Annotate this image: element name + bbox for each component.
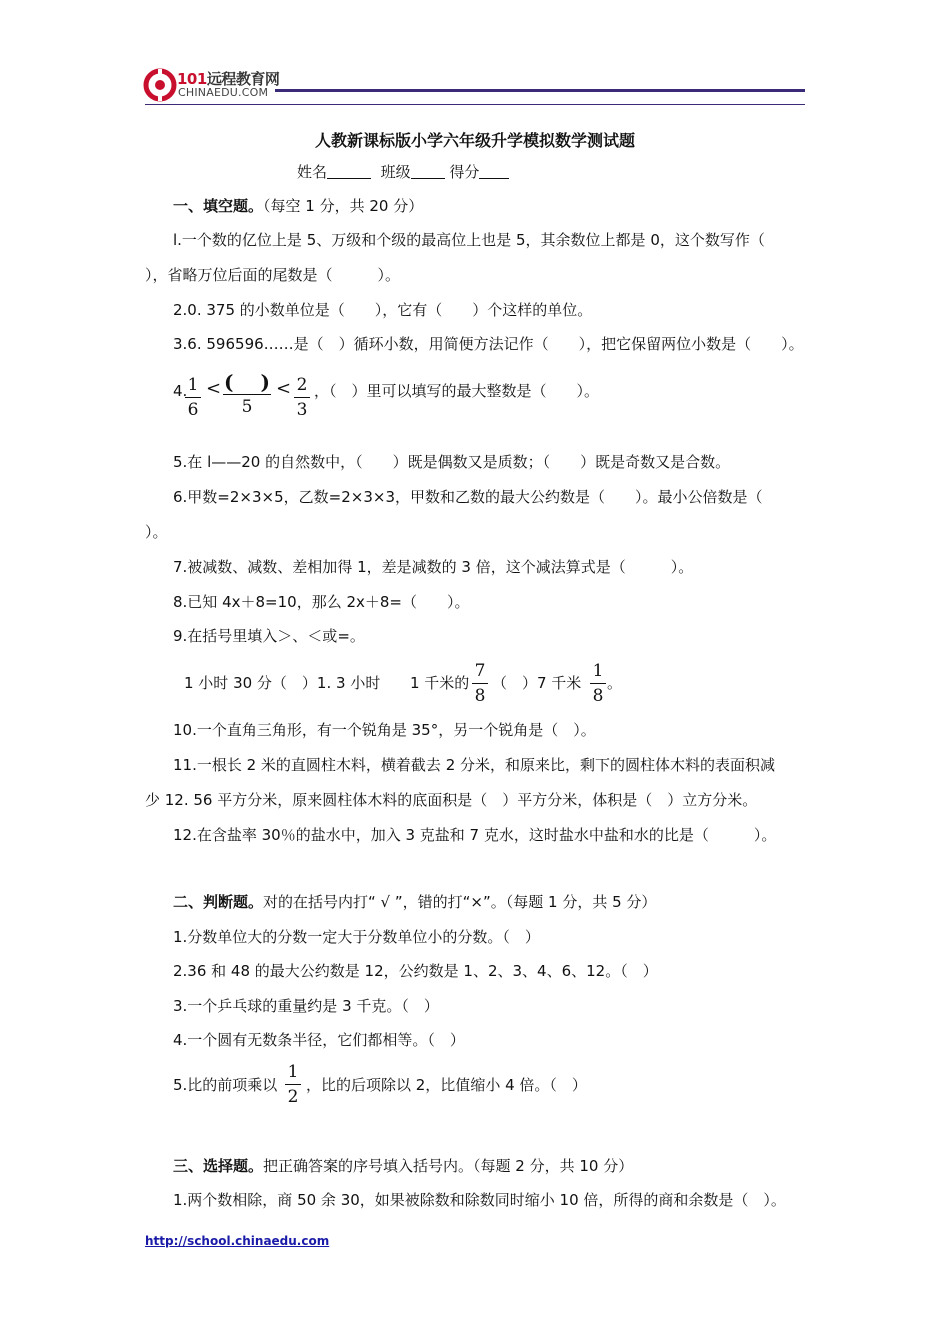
section-3-note: 把正确答案的序号填入括号内。（每题 2 分，共 10 分） [263,1157,634,1175]
q1-4-text: ，（ ）里可以填写的最大整数是（ ）。 [314,382,600,400]
q1-9-compare-c: （ ）7 千米 [492,674,582,692]
q1-3: 3.6. 596596……是（ ）循环小数，用简便方法记作（ ），把它保留两位小数是（ ）。 [173,335,804,353]
q2-2: 2.36 和 48 的最大公约数是 12，公约数是 1、2、3、4、6、12。（ ） [173,962,658,980]
name-blank[interactable] [327,164,371,179]
less-than-sign-1: < [206,378,222,399]
q1-4-fraction-3: 2 3 [294,375,310,420]
q1-1-line-a: l.一个数的亿位上是 5、万级和个级的最高位上也是 5，其余数位上都是 0，这个数写作（ [173,231,765,249]
student-info-line [297,161,509,182]
logo-icon [143,68,177,102]
q1-9-period: 。 [607,674,623,692]
q3-1: 1.两个数相除，商 50 余 30，如果被除数和除数同时缩小 10 倍，所得的商和余数是（ ）。 [173,1191,786,1209]
q2-1: 1.分数单位大的分数一定大于分数单位小的分数。（ ） [173,928,540,946]
q2-4: 4.一个圆有无数条半径，它们都相等。（ ） [173,1031,465,1049]
logo-english-text: CHINAEDU.COM [178,86,269,99]
section-1-note: （每空 1 分，共 20 分） [263,197,424,215]
class-label: 班级 [380,163,411,181]
q1-5: 5.在 l——20 的自然数中，（ ）既是偶数又是质数；（ ）既是奇数又是合数。 [173,453,731,471]
q2-5-prefix: 5.比的前项乘以 [173,1076,278,1094]
header-rule-thin [145,104,805,105]
q1-4-fraction-1: 1 6 [185,375,201,420]
q1-4-fraction-2: ( ) 5 [224,370,270,417]
footer-link[interactable]: http://school.chinaedu.com [145,1234,330,1248]
q2-3: 3.一个乒乓球的重量约是 3 千克。（ ） [173,997,439,1015]
q1-11-line-b: 少 12. 56 平方分米，原来圆柱体木料的底面积是（ ）平方分米，体积是（ ）立方分米。 [145,791,758,809]
section-2-heading-line [173,892,656,912]
page-title: 人教新课标版小学六年级升学模拟数学测试题 [314,131,635,150]
section-2-note: 对的在括号内打“ √ ”，错的打“×”。（每题 1 分，共 5 分） [263,893,657,911]
q1-4-prefix: 4. [173,382,188,400]
less-than-sign-2: < [276,378,292,399]
section-1-heading: 一、填空题。 [173,197,264,215]
q1-11-line-a: 11.一根长 2 米的直圆柱木料，横着截去 2 分米，和原来比，剩下的圆柱体木料的表面积减 [173,756,776,774]
section-3-heading: 三、选择题。 [173,1157,264,1175]
q1-7: 7.被减数、减数、差相加得 1，差是减数的 3 倍，这个减法算式是（ ）。 [173,558,694,576]
q1-9-fraction-1: 7 8 [472,661,488,706]
q1-6-line-b: ）。 [145,523,168,541]
score-blank[interactable] [479,164,509,179]
q1-9-fraction-2: 1 8 [590,661,606,706]
chinaedu-logo[interactable] [143,68,283,102]
q2-5-fraction: 1 2 [285,1062,301,1107]
score-label: 得分 [449,163,480,181]
q1-12: 12.在含盐率 30％的盐水中，加入 3 克盐和 7 克水，这时盐水中盐和水的比是（ ）。 [173,826,777,844]
class-blank[interactable] [411,164,445,179]
logo-chinese-text: 101远程教育网 [177,70,280,88]
q1-1-line-b: ），省略万位后面的尾数是（ ）。 [145,266,401,284]
q1-6-line-a: 6.甲数=2×3×5，乙数=2×3×3，甲数和乙数的最大公约数是（ ）。最小公倍数是（ [173,488,763,506]
q1-10: 10.一个直角三角形，有一个锐角是 35°，另一个锐角是（ ）。 [173,721,596,739]
section-2-heading: 二、判断题。 [173,893,264,911]
section-1-heading-line [173,196,423,216]
section-3-heading-line [173,1156,633,1176]
q1-8: 8.已知 4x＋8=10，那么 2x＋8=（ ）。 [173,593,470,611]
q1-9: 9.在括号里填入＞、＜或=。 [173,627,365,645]
name-label: 姓名 [297,163,328,181]
q1-2: 2.0. 375 的小数单位是（ ），它有（ ）个这样的单位。 [173,301,593,319]
header-rule-thick [275,89,805,92]
q2-5-text: ，比的后项除以 2，比值缩小 4 倍。（ ） [306,1076,587,1094]
q1-9-compare-a: 1 小时 30 分（ ）1. 3 小时 [184,674,381,692]
q1-9-compare-b: 1 千米的 [410,674,470,692]
